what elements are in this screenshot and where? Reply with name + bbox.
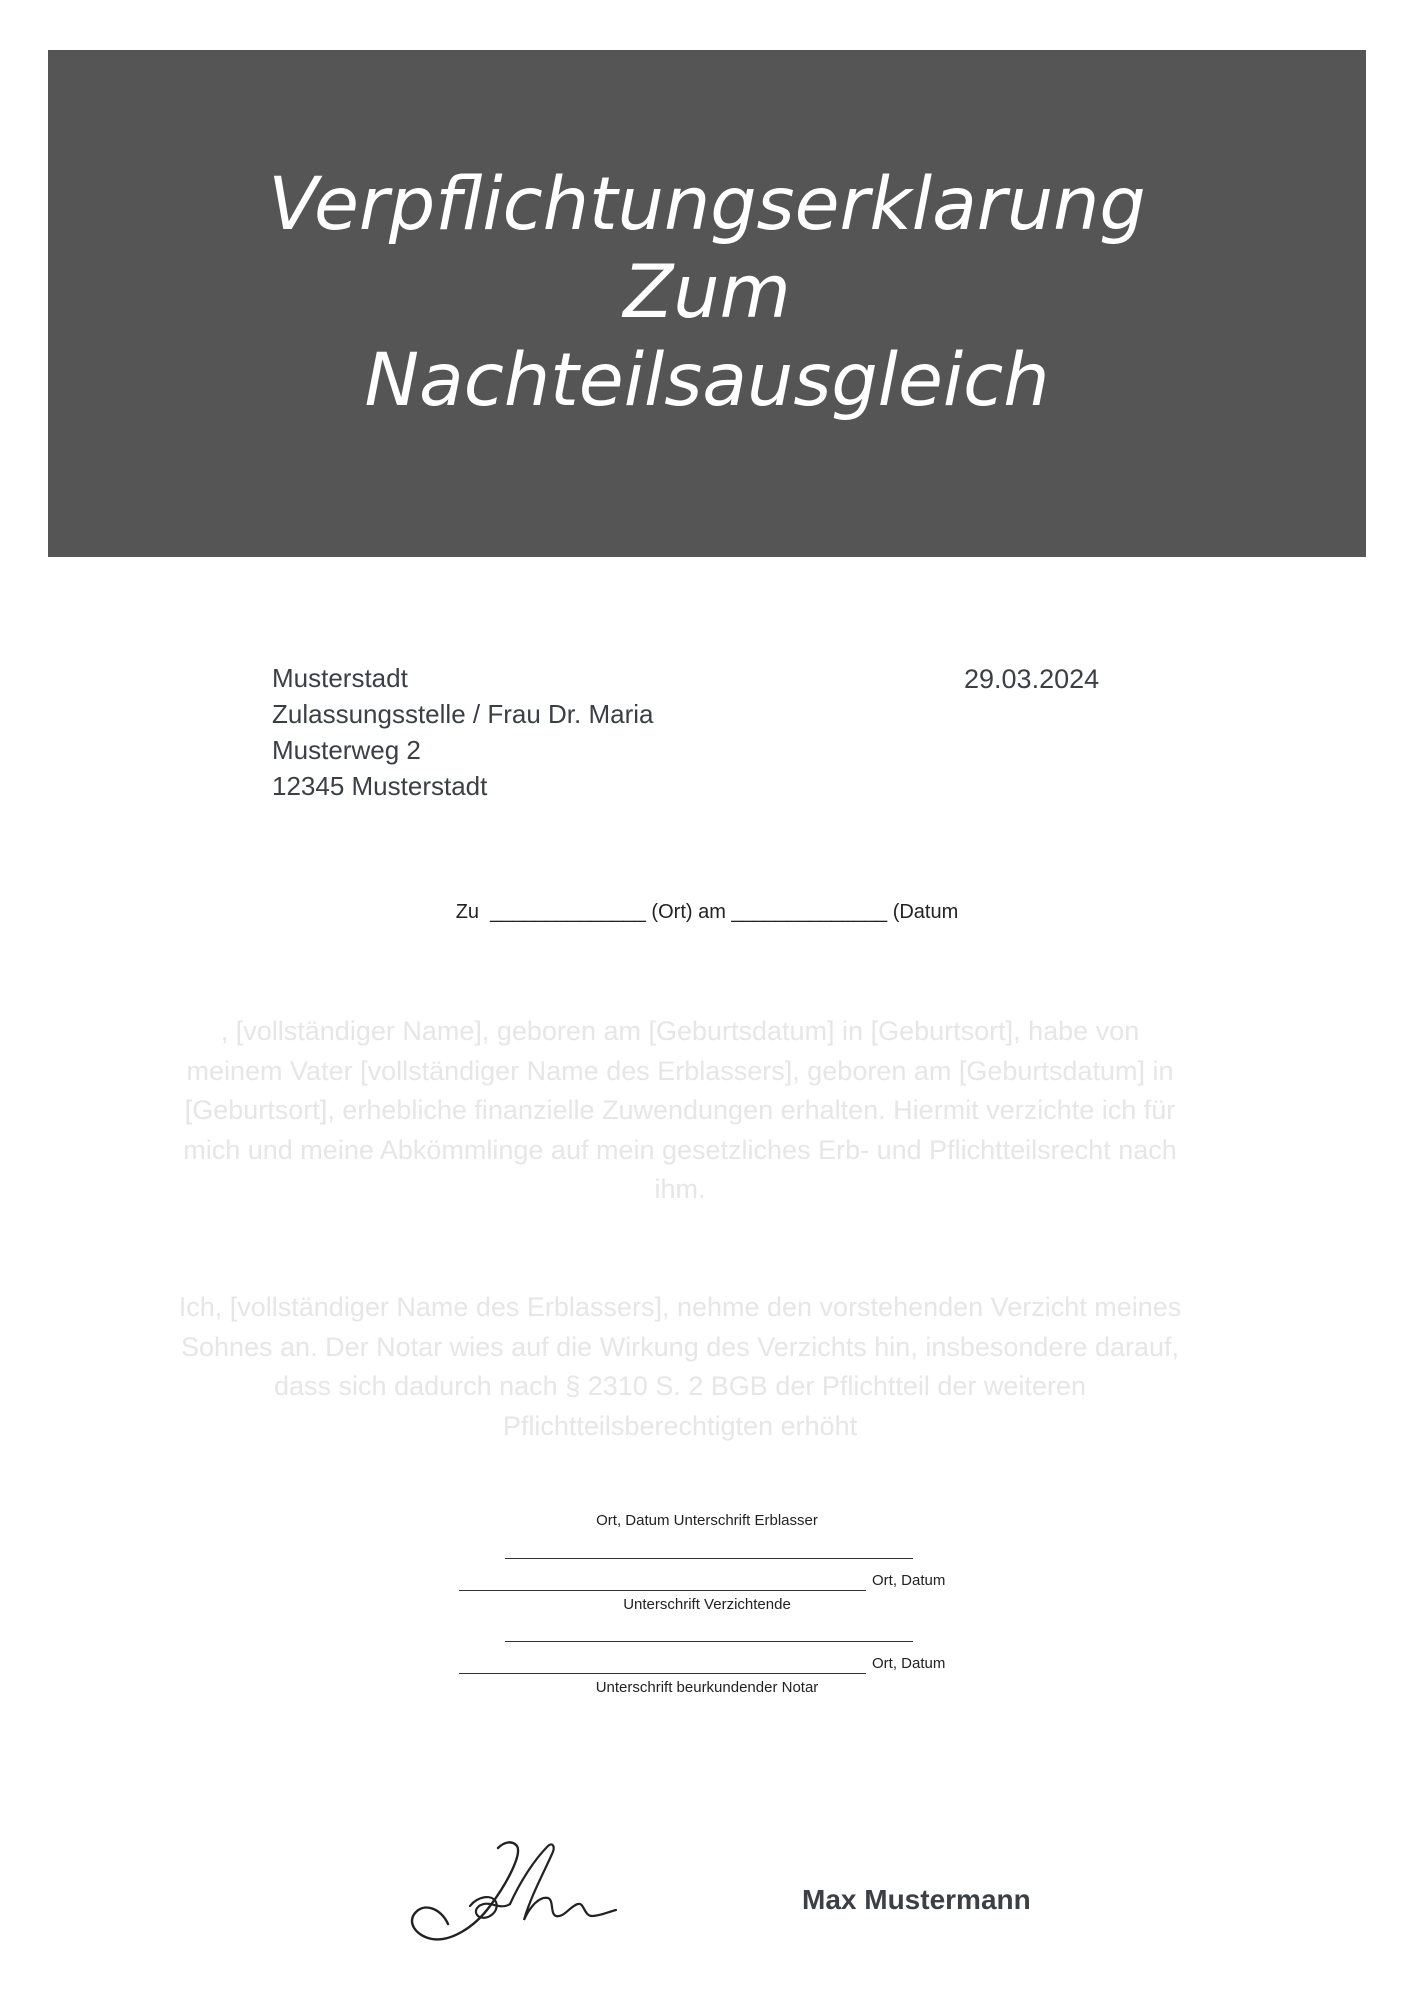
waiver-paragraph: , [vollständiger Name], geboren am [Geburtsdatum] in [Geburtsort], habe von meinem Vater [vollständiger Name des Erblassers], geboren am [Geburtsdatum] in [Geburtsort], erhebliche finanzielle Zuwendungen erhalten. Hiermit verzichte ich für mich und meine Abkömmlinge auf mein gesetzliches Erb- und Pflichtteilsrecht nach ihm.	[183, 1016, 1177, 1204]
place-date-label: Ort, Datum	[872, 1655, 946, 1672]
handwritten-signature	[380, 1820, 620, 1950]
recipient-postal-city: 12345 Musterstadt	[272, 771, 488, 801]
recipient-address	[272, 660, 653, 804]
document-title	[0, 161, 1414, 425]
title-line-3: Nachteilsausgleich	[364, 337, 1050, 423]
recipient-office: Zulassungsstelle / Frau Dr. Maria	[272, 699, 654, 729]
signature-rule	[505, 1558, 913, 1559]
title-line-1: Verpflichtungserklarung	[268, 161, 1146, 247]
signature-rule	[505, 1641, 913, 1642]
document-date: 29.03.2024	[964, 664, 1100, 694]
title-line-2: Zum	[623, 249, 791, 335]
signer-name: Max Mustermann	[802, 1884, 1031, 1915]
recipient-street: Musterweg 2	[272, 735, 421, 765]
notary-caption: Unterschrift beurkundender Notar	[595, 1679, 819, 1696]
signature-rule	[459, 1590, 866, 1591]
recipient-city: Musterstadt	[272, 663, 408, 693]
acceptance-paragraph: Ich, [vollständiger Name des Erblassers], nehme den vorstehenden Verzicht meines Sohnes an. Der Notar wies auf die Wirkung des Verzichts hin, insbesondere darauf, dass sich dadurch nach § 2310 S. 2 BGB der Pflichtteil der weiteren Pflichtteilsberechtigten erhöht	[178, 1292, 1182, 1441]
signature-rule	[459, 1673, 866, 1674]
testator-caption: Ort, Datum Unterschrift Erblasser	[596, 1512, 818, 1529]
place-date-label: Ort, Datum	[872, 1572, 946, 1589]
place-date-line: Zu ______________ (Ort) am ______________ (Datum	[455, 901, 959, 923]
waiving-party-caption: Unterschrift Verzichtende	[623, 1596, 791, 1613]
